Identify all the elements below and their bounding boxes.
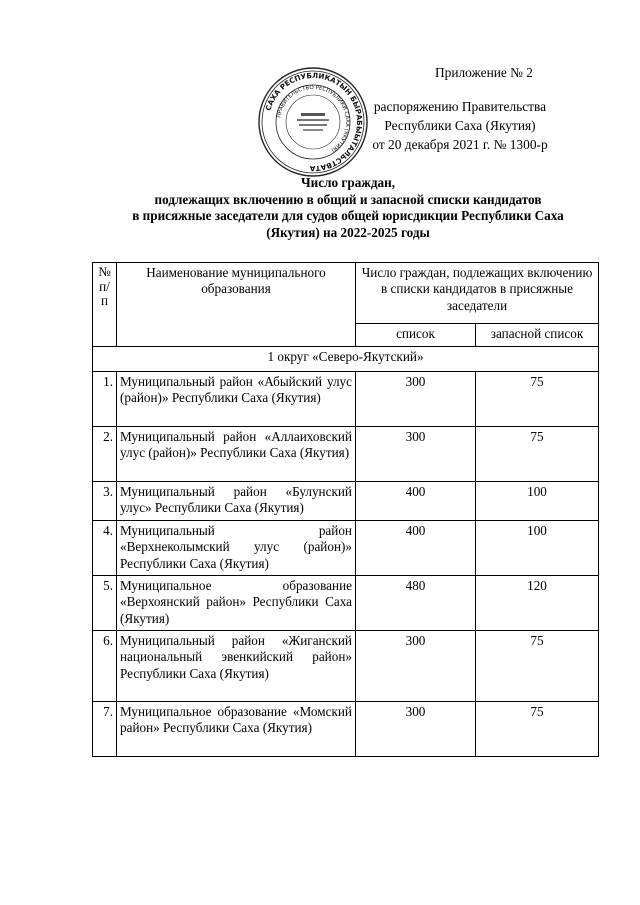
row-list: 400 <box>356 482 476 521</box>
row-list: 300 <box>356 631 476 702</box>
table-row <box>93 631 599 702</box>
row-reserve: 100 <box>476 482 599 521</box>
district-row <box>93 347 599 372</box>
row-reserve: 75 <box>476 631 599 702</box>
row-name: Муниципальный район «Жиганский национальный эвенкийский район» Республики Саха (Якутия) <box>117 631 356 702</box>
table-row <box>93 576 599 631</box>
title-line: (Якутия) на 2022-2025 годы <box>266 224 430 240</box>
title-line: в присяжные заседатели для судов общей юрисдикции Республики Саха <box>132 208 564 223</box>
row-number: 3. <box>93 482 117 521</box>
row-name: Муниципальный район «Аллаиховский улус (район)» Республики Саха (Якутия) <box>117 427 356 482</box>
appendix-line: распоряжению Правительства <box>373 99 547 114</box>
row-number: 5. <box>93 576 117 631</box>
citizens-table <box>92 262 599 757</box>
district-label: 1 округ «Северо-Якутский» <box>93 347 599 372</box>
table-row <box>93 427 599 482</box>
title-line: Число граждан, <box>300 175 396 190</box>
header-reserve: запасной список <box>476 324 599 347</box>
table-row <box>93 482 599 521</box>
row-number: 1. <box>93 372 117 427</box>
official-seal <box>257 66 369 178</box>
table-row <box>93 521 599 576</box>
appendix-number: Приложение № 2 <box>434 65 534 80</box>
header-number: № п/п <box>93 263 117 347</box>
svg-text:САХА РЕСПУБЛИКАТЫН БЫРАБЫЫТАЛЬ: САХА РЕСПУБЛИКАТЫН БЫРАБЫЫТАЛЬСТВАТА <box>263 70 365 174</box>
svg-text:ПРАВИТЕЛЬСТВО РЕСПУБЛИКИ САХА: ПРАВИТЕЛЬСТВО РЕСПУБЛИКИ САХА (ЯКУТИЯ) <box>276 84 351 153</box>
row-list: 400 <box>356 521 476 576</box>
row-list: 480 <box>356 576 476 631</box>
table-header-row <box>93 263 599 324</box>
row-name: Муниципальное образование «Момский район» Республики Саха (Якутия) <box>117 702 356 757</box>
row-name: Муниципальный район «Булунский улус» Республики Саха (Якутия) <box>117 482 356 521</box>
appendix-header <box>355 63 565 154</box>
appendix-line: Республики Саха (Якутия) <box>384 118 536 133</box>
row-name: Муниципальный район «Верхнеколымский улус (район)» Республики Саха (Якутия) <box>117 521 356 576</box>
row-reserve: 75 <box>476 427 599 482</box>
row-reserve: 75 <box>476 702 599 757</box>
row-number: 4. <box>93 521 117 576</box>
row-reserve: 120 <box>476 576 599 631</box>
table-row <box>93 372 599 427</box>
document-title <box>96 175 600 241</box>
row-name: Муниципальное образование «Верхоянский район» Республики Саха (Якутия) <box>117 576 356 631</box>
table-row <box>93 702 599 757</box>
row-list: 300 <box>356 702 476 757</box>
row-reserve: 75 <box>476 372 599 427</box>
row-number: 2. <box>93 427 117 482</box>
header-group: Число граждан, подлежащих включению в списки кандидатов в присяжные заседатели <box>356 263 599 324</box>
row-reserve: 100 <box>476 521 599 576</box>
row-number: 7. <box>93 702 117 757</box>
row-number: 6. <box>93 631 117 702</box>
header-list: список <box>356 324 476 347</box>
header-name: Наименование муниципального образования <box>117 263 356 347</box>
row-name: Муниципальный район «Абыйский улус (район)» Республики Саха (Якутия) <box>117 372 356 427</box>
appendix-line: от 20 декабря 2021 г. № 1300-р <box>372 137 548 152</box>
title-line: подлежащих включению в общий и запасной списки кандидатов <box>154 191 542 207</box>
row-list: 300 <box>356 372 476 427</box>
row-list: 300 <box>356 427 476 482</box>
